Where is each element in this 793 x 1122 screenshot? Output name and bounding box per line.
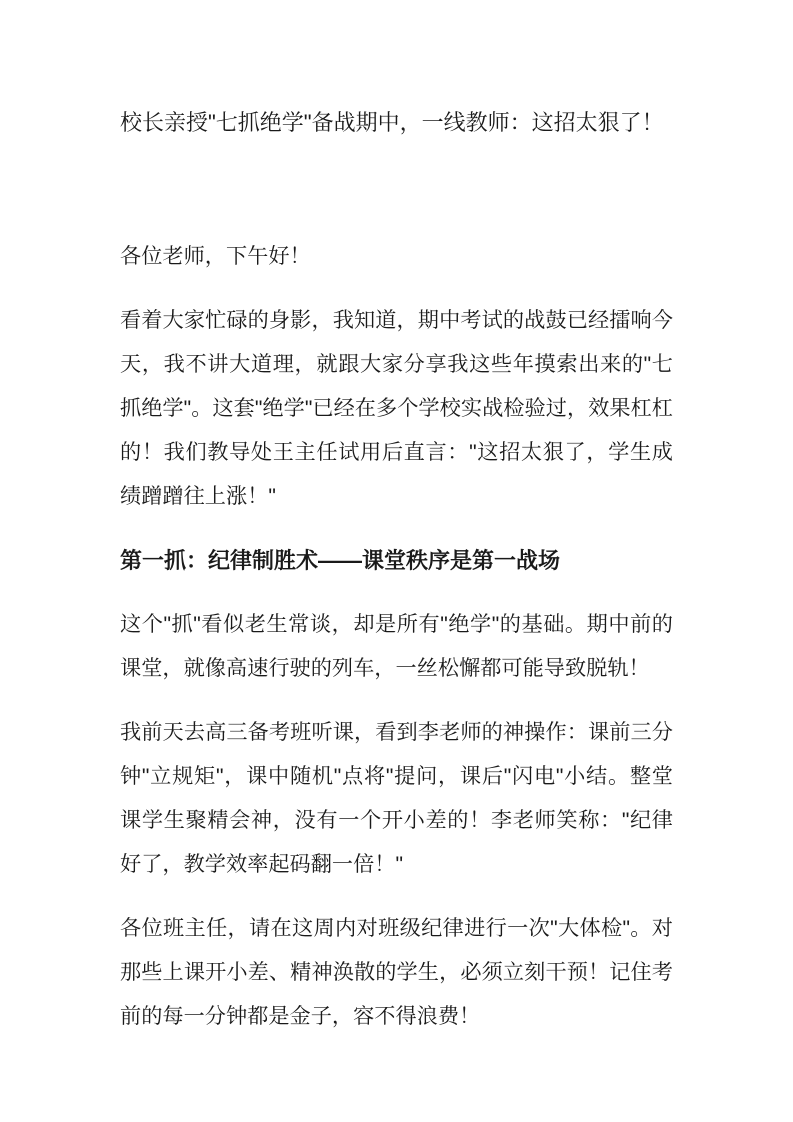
greeting-line: 各位老师，下午好！: [120, 245, 311, 268]
paragraph: 这个"抓"看似老生常谈，却是所有"绝学"的基础。期中前的课堂，就像高速行驶的列车，一丝松懈都可能导致脱轨！: [120, 613, 673, 680]
document-title: 校长亲授"七抓绝学"备战期中，一线教师：这招太狠了！: [120, 110, 664, 135]
paragraph: 各位班主任，请在这周内对班级纪律进行一次"大体检"。对那些上课开小差、精神涣散的学生，必须立刻干预！记住考前的每一分钟都是金子，容不得浪费！: [120, 917, 673, 1028]
paragraph: 看着大家忙碌的身影，我知道，期中考试的战鼓已经擂响今天，我不讲大道理，就跟大家分享我这些年摸索出来的"七抓绝学"。这套"绝学"已经在多个学校实战检验过，效果杠杠的！我们教导处王主任试用后直言："这招太狠了，学生成绩蹭蹭往上涨！": [120, 309, 673, 508]
paragraph: 我前天去高三备考班听课，看到李老师的神操作：课前三分钟"立规矩"，课中随机"点将"提问，课后"闪电"小结。整堂课学生聚精会神，没有一个开小差的！李老师笑称："纪律好了，教学效率起码翻一倍！": [120, 721, 673, 876]
section-heading: 第一抓：纪律制胜术——课堂秩序是第一战场: [120, 548, 561, 573]
